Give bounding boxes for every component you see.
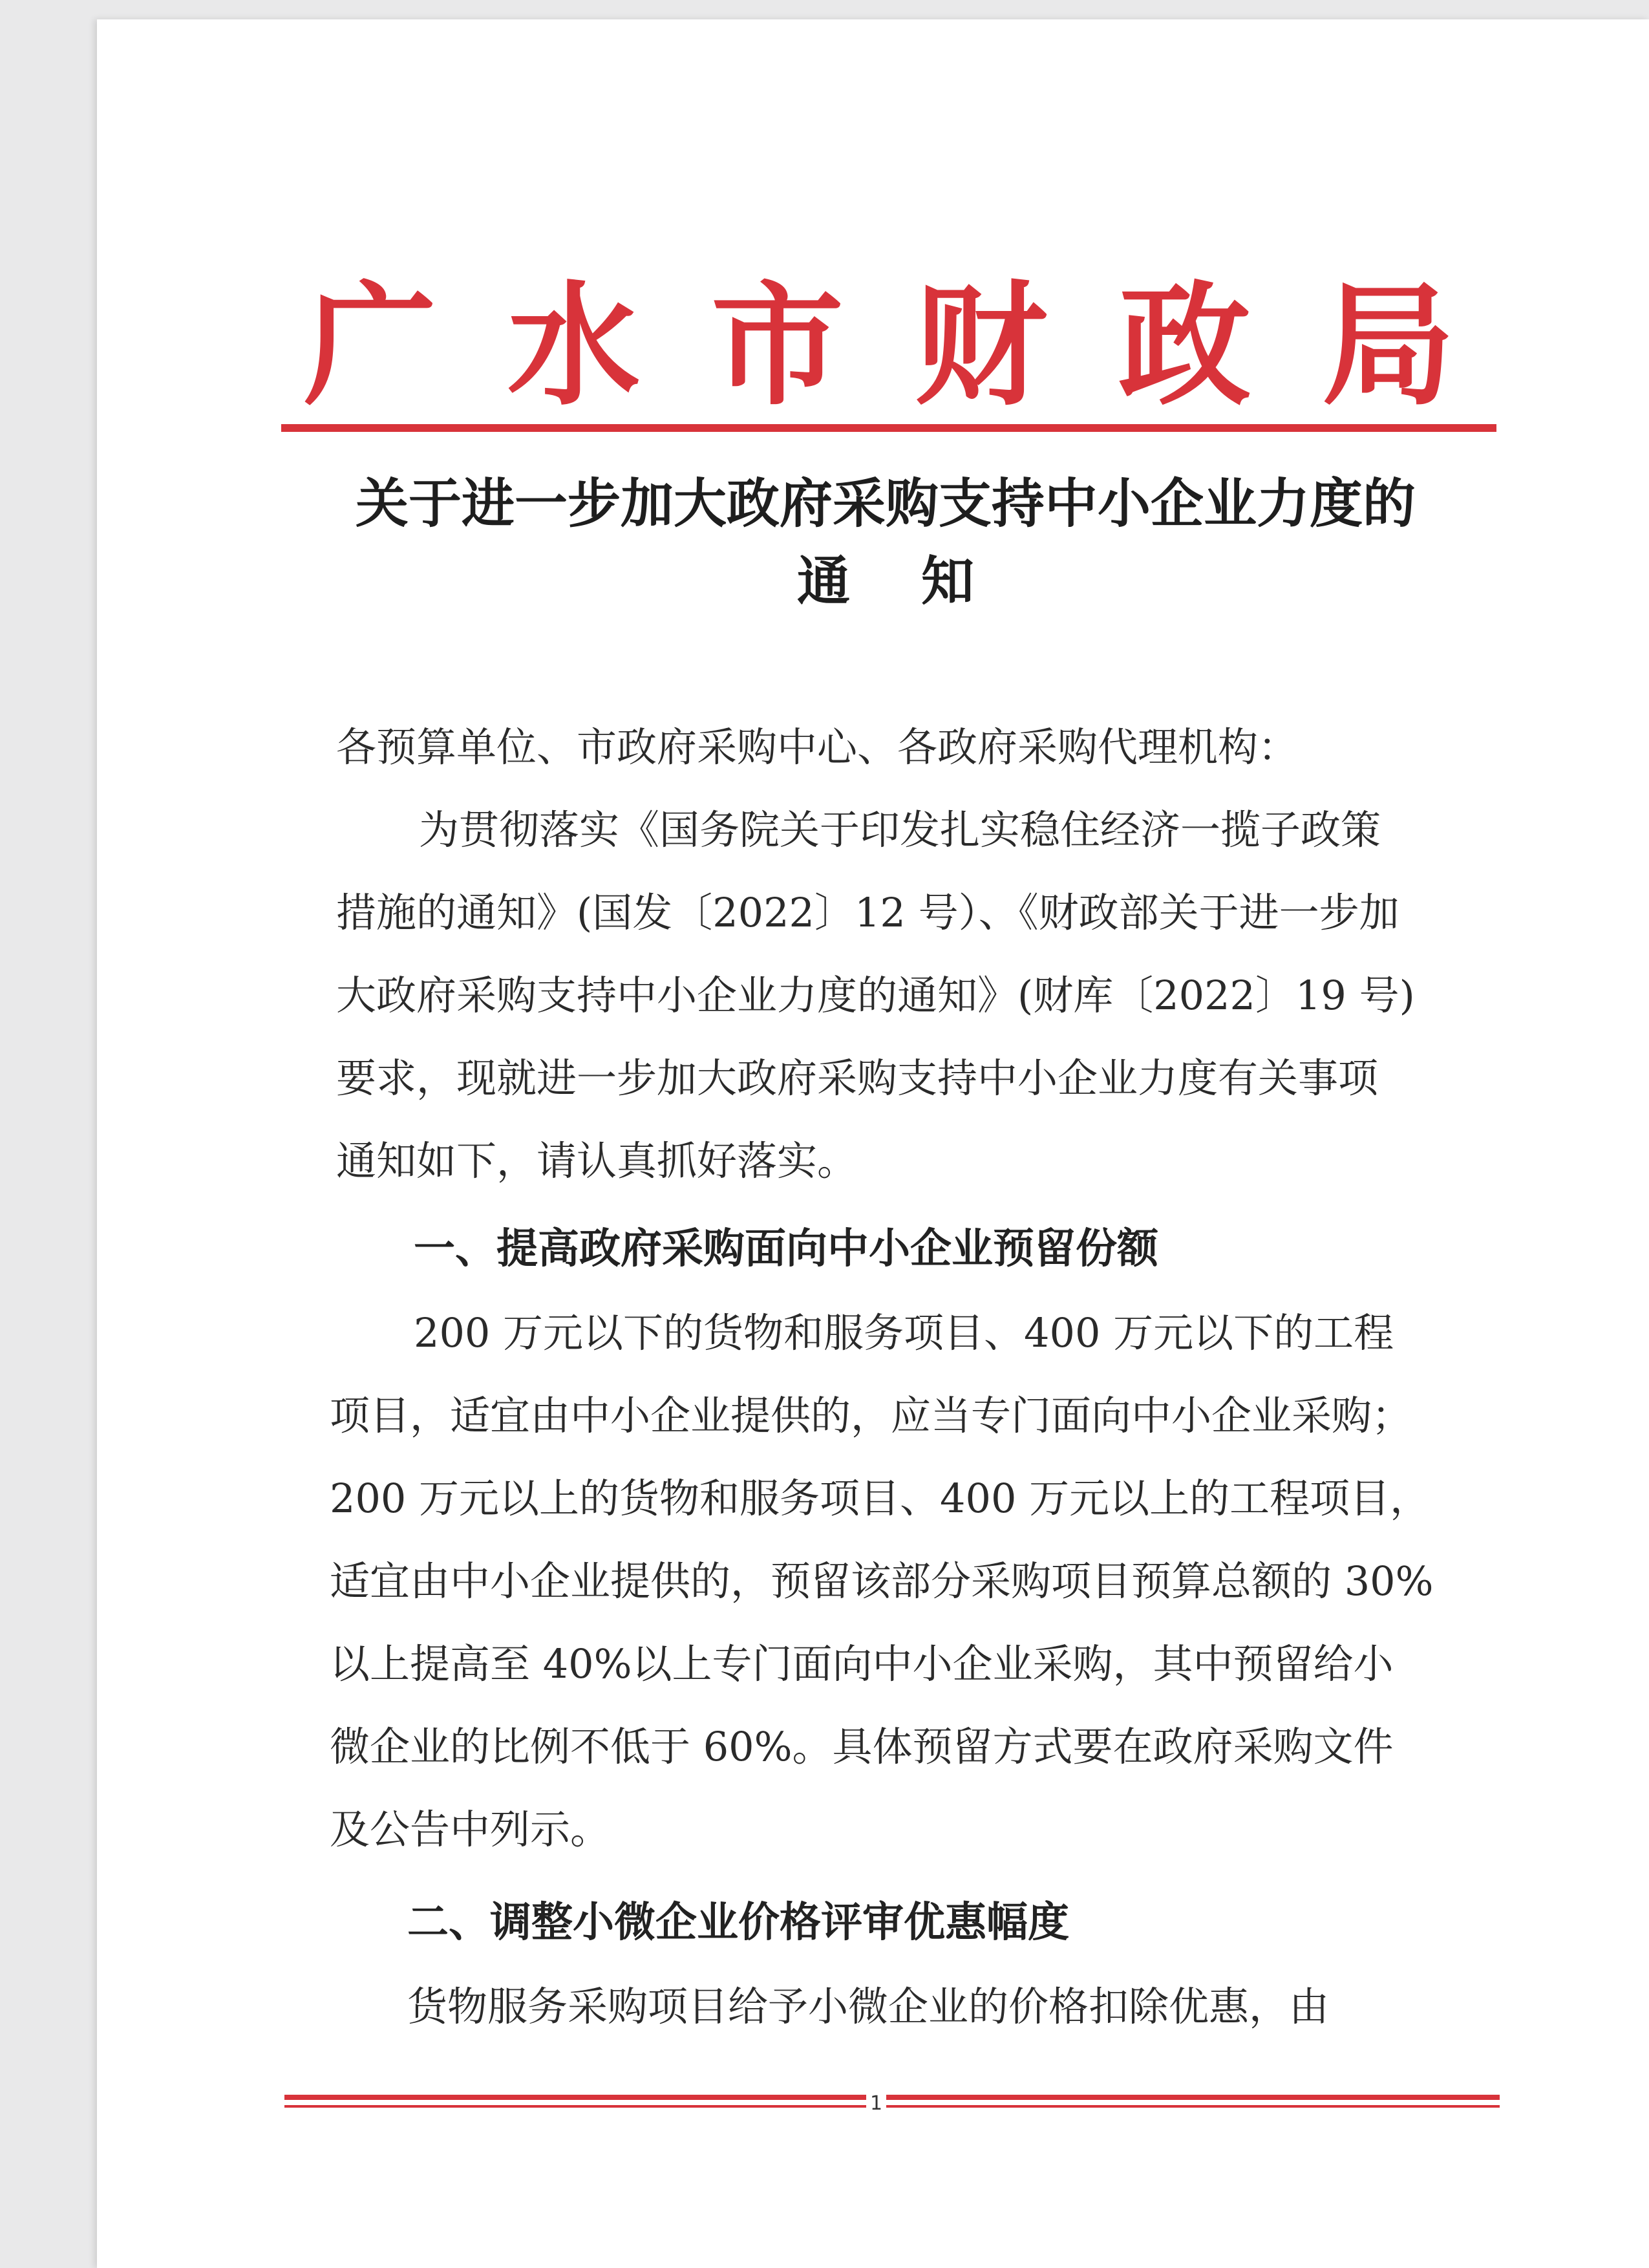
paragraph-line: 及公告中列示。 <box>330 1806 611 1853</box>
paragraph-line: 200 万元以下的货物和服务项目、400 万元以下的工程 <box>414 1309 1394 1356</box>
paragraph-line: 200 万元以上的货物和服务项目、400 万元以上的工程项目， <box>330 1475 1431 1522</box>
page-number: 1 <box>866 2092 886 2115</box>
org-char: 政 <box>1118 268 1251 423</box>
org-char: 水 <box>507 268 640 423</box>
paragraph-line: 措施的通知》(国发〔2022〕12 号）、《财政部关于进一步加 <box>336 889 1399 936</box>
paragraph-line: 微企业的比例不低于 60%。具体预留方式要在政府采购文件 <box>330 1723 1394 1770</box>
footer-red-rule <box>284 2095 1500 2100</box>
paragraph-line: 以上提高至 40%以上专门面向中小企业采购，其中预留给小 <box>330 1640 1394 1687</box>
issuing-authority-header <box>304 268 1454 423</box>
salutation-line: 各预算单位、市政府采购中心、各政府采购代理机构： <box>336 723 1299 771</box>
paragraph-line: 货物服务采购项目给予小微企业的价格扣除优惠，由 <box>407 1983 1330 2030</box>
paragraph-line: 要求，现就进一步加大政府采购支持中小企业力度有关事项 <box>336 1054 1379 1102</box>
section-heading-2: 二、调整小微企业价格评审优惠幅度 <box>407 1899 1069 1947</box>
paragraph-line: 适宜由中小企业提供的，预留该部分采购项目预算总额的 30% <box>330 1557 1434 1605</box>
footer-red-rule-thin <box>284 2105 1500 2108</box>
org-char: 广 <box>304 268 436 423</box>
document-title-line1: 关于进一步加大政府采购支持中小企业力度的 <box>355 473 1416 535</box>
paragraph-line: 项目，适宜由中小企业提供的，应当专门面向中小企业采购； <box>330 1392 1412 1439</box>
paragraph-line: 通知如下，请认真抓好落实。 <box>336 1137 858 1184</box>
section-heading-1: 一、提高政府采购面向中小企业预留份额 <box>414 1225 1158 1273</box>
header-red-rule <box>281 424 1496 432</box>
org-char: 局 <box>1322 268 1454 423</box>
paragraph-line: 大政府采购支持中小企业力度的通知》(财库〔2022〕19 号) <box>336 972 1415 1019</box>
org-char: 财 <box>915 268 1047 423</box>
org-char: 市 <box>711 268 844 423</box>
paragraph-line: 为贯彻落实《国务院关于印发扎实稳住经济一揽子政策 <box>419 806 1381 853</box>
document-title-line2: 通知 <box>796 551 1045 612</box>
